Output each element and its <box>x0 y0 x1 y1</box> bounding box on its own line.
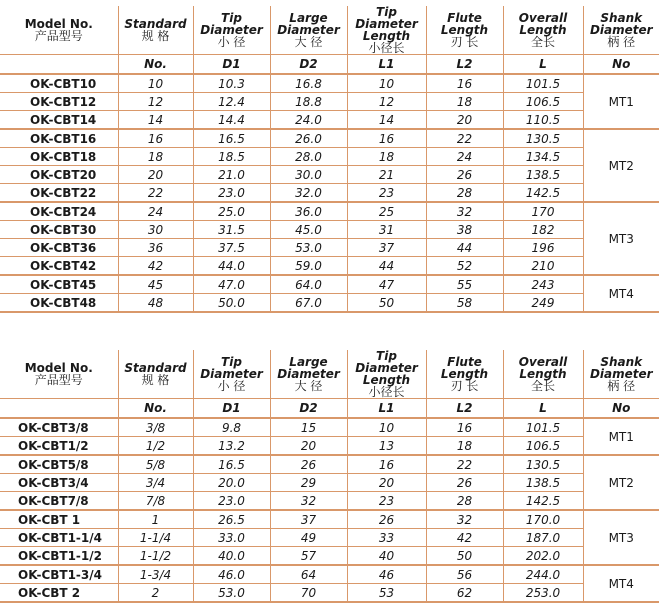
symbol-cell: No. <box>118 399 193 419</box>
value-cell: 48 <box>118 294 193 313</box>
value-cell: 29 <box>270 474 347 492</box>
value-cell: 26 <box>426 474 503 492</box>
table-row <box>0 74 659 93</box>
value-cell: 44.0 <box>193 257 270 276</box>
model-cell: OK-CBT20 <box>0 166 118 184</box>
header-zh: 产品型号 <box>34 29 83 43</box>
table-row <box>0 275 659 294</box>
value-cell: 49 <box>270 529 347 547</box>
header-zh: 全长 <box>530 35 555 49</box>
header-zh: 柄 径 <box>607 379 636 393</box>
header-en: Overall Length <box>518 355 568 381</box>
value-cell: 12 <box>347 93 426 111</box>
value-cell: 26 <box>347 510 426 529</box>
symbol-cell: L1 <box>347 55 426 75</box>
value-cell: 26.0 <box>270 129 347 148</box>
value-cell: 142.5 <box>503 492 583 511</box>
symbol-cell <box>0 55 118 75</box>
symbol-cell: No <box>583 55 659 75</box>
header-zh: 规 格 <box>141 29 170 43</box>
symbol-cell: D2 <box>270 55 347 75</box>
value-cell: 18 <box>347 148 426 166</box>
column-header <box>583 350 659 399</box>
value-cell: 36 <box>118 239 193 257</box>
shank-group-cell: MT1 <box>583 74 659 129</box>
table-row <box>0 129 659 148</box>
value-cell: 24.0 <box>270 111 347 130</box>
model-cell: OK-CBT14 <box>0 111 118 130</box>
value-cell: 58 <box>426 294 503 313</box>
model-cell: OK-CBT18 <box>0 148 118 166</box>
value-cell: 37 <box>347 239 426 257</box>
header-en: Shank Diameter <box>589 11 653 37</box>
value-cell: 62 <box>426 584 503 603</box>
value-cell: 47 <box>347 275 426 294</box>
model-cell: OK-CBT 1 <box>0 510 118 529</box>
value-cell: 46.0 <box>193 565 270 584</box>
value-cell: 10.3 <box>193 74 270 93</box>
header-zh: 刃 长 <box>450 379 479 393</box>
value-cell: 50.0 <box>193 294 270 313</box>
value-cell: 170.0 <box>503 510 583 529</box>
value-cell: 20.0 <box>193 474 270 492</box>
value-cell: 24 <box>426 148 503 166</box>
value-cell: 32.0 <box>270 184 347 203</box>
value-cell: 18.8 <box>270 93 347 111</box>
column-header <box>583 6 659 55</box>
column-header <box>0 350 118 399</box>
table-row <box>0 510 659 529</box>
shank-group-cell: MT4 <box>583 565 659 602</box>
value-cell: 20 <box>118 166 193 184</box>
table-row <box>0 111 659 130</box>
shank-group-cell: MT2 <box>583 129 659 202</box>
value-cell: 10 <box>347 418 426 437</box>
value-cell: 64.0 <box>270 275 347 294</box>
value-cell: 33 <box>347 529 426 547</box>
value-cell: 10 <box>347 74 426 93</box>
value-cell: 13 <box>347 437 426 456</box>
value-cell: 50 <box>347 294 426 313</box>
value-cell: 22 <box>426 455 503 474</box>
value-cell: 55 <box>426 275 503 294</box>
value-cell: 20 <box>347 474 426 492</box>
column-header <box>347 6 426 55</box>
table-row <box>0 93 659 111</box>
value-cell: 38 <box>426 221 503 239</box>
value-cell: 21 <box>347 166 426 184</box>
value-cell: 23 <box>347 184 426 203</box>
table-row <box>0 202 659 221</box>
value-cell: 14 <box>118 111 193 130</box>
value-cell: 30 <box>118 221 193 239</box>
value-cell: 16 <box>347 455 426 474</box>
value-cell: 67.0 <box>270 294 347 313</box>
value-cell: 25.0 <box>193 202 270 221</box>
table-row <box>0 565 659 584</box>
symbol-cell: No. <box>118 55 193 75</box>
header-en: Large Diameter <box>277 355 340 381</box>
value-cell: 23.0 <box>193 492 270 511</box>
value-cell: 52 <box>426 257 503 276</box>
value-cell: 12.4 <box>193 93 270 111</box>
value-cell: 1-1/2 <box>118 547 193 566</box>
value-cell: 243 <box>503 275 583 294</box>
table-row <box>0 529 659 547</box>
model-cell: OK-CBT1-3/4 <box>0 565 118 584</box>
column-header <box>0 6 118 55</box>
column-header <box>270 350 347 399</box>
value-cell: 106.5 <box>503 437 583 456</box>
header-en: Standard <box>124 361 187 375</box>
table-row <box>0 437 659 456</box>
value-cell: 28 <box>426 184 503 203</box>
symbol-cell: L <box>503 55 583 75</box>
value-cell: 253.0 <box>503 584 583 603</box>
value-cell: 26.5 <box>193 510 270 529</box>
value-cell: 20 <box>270 437 347 456</box>
value-cell: 18 <box>118 148 193 166</box>
model-cell: OK-CBT3/8 <box>0 418 118 437</box>
value-cell: 210 <box>503 257 583 276</box>
symbol-cell: L <box>503 399 583 419</box>
value-cell: 10 <box>118 74 193 93</box>
value-cell: 42 <box>118 257 193 276</box>
table-row <box>0 239 659 257</box>
value-cell: 2 <box>118 584 193 603</box>
header-en: Flute Length <box>440 11 489 37</box>
value-cell: 14.4 <box>193 111 270 130</box>
model-cell: OK-CBT22 <box>0 184 118 203</box>
symbol-cell: D1 <box>193 55 270 75</box>
table-row <box>0 166 659 184</box>
shank-group-cell: MT3 <box>583 202 659 275</box>
column-header <box>193 350 270 399</box>
value-cell: 70 <box>270 584 347 603</box>
table-row <box>0 148 659 166</box>
value-cell: 9.8 <box>193 418 270 437</box>
model-cell: OK-CBT24 <box>0 202 118 221</box>
value-cell: 16 <box>426 74 503 93</box>
header-zh: 小 径 <box>217 35 246 49</box>
value-cell: 40.0 <box>193 547 270 566</box>
column-header <box>503 350 583 399</box>
header-en: Shank Diameter <box>589 355 653 381</box>
table-row <box>0 184 659 203</box>
value-cell: 53.0 <box>270 239 347 257</box>
value-cell: 16 <box>347 129 426 148</box>
header-zh: 小径长 <box>368 385 405 399</box>
value-cell: 64 <box>270 565 347 584</box>
value-cell: 130.5 <box>503 129 583 148</box>
shank-group-cell: MT2 <box>583 455 659 510</box>
value-cell: 26 <box>270 455 347 474</box>
model-cell: OK-CBT10 <box>0 74 118 93</box>
value-cell: 47.0 <box>193 275 270 294</box>
value-cell: 130.5 <box>503 455 583 474</box>
header-en: Standard <box>124 17 187 31</box>
column-header <box>426 6 503 55</box>
value-cell: 22 <box>118 184 193 203</box>
model-cell: OK-CBT42 <box>0 257 118 276</box>
symbol-cell: L1 <box>347 399 426 419</box>
spec-table-metric <box>0 6 659 313</box>
symbol-row <box>0 55 659 75</box>
model-cell: OK-CBT3/4 <box>0 474 118 492</box>
table-row <box>0 221 659 239</box>
value-cell: 142.5 <box>503 184 583 203</box>
value-cell: 110.5 <box>503 111 583 130</box>
value-cell: 106.5 <box>503 93 583 111</box>
column-header <box>118 350 193 399</box>
header-row <box>0 350 659 399</box>
model-cell: OK-CBT5/8 <box>0 455 118 474</box>
value-cell: 25 <box>347 202 426 221</box>
table-row <box>0 492 659 511</box>
model-cell: OK-CBT1-1/2 <box>0 547 118 566</box>
model-cell: OK-CBT16 <box>0 129 118 148</box>
value-cell: 28 <box>426 492 503 511</box>
value-cell: 20 <box>426 111 503 130</box>
header-zh: 刃 长 <box>450 35 479 49</box>
symbol-cell: D2 <box>270 399 347 419</box>
value-cell: 16 <box>118 129 193 148</box>
value-cell: 32 <box>426 510 503 529</box>
header-en: Overall Length <box>518 11 568 37</box>
value-cell: 18.5 <box>193 148 270 166</box>
column-header <box>270 6 347 55</box>
value-cell: 138.5 <box>503 166 583 184</box>
column-header <box>347 350 426 399</box>
header-zh: 小 径 <box>217 379 246 393</box>
value-cell: 37.5 <box>193 239 270 257</box>
value-cell: 5/8 <box>118 455 193 474</box>
model-cell: OK-CBT45 <box>0 275 118 294</box>
shank-group-cell: MT1 <box>583 418 659 455</box>
value-cell: 16.5 <box>193 455 270 474</box>
header-en: Model No. <box>24 361 93 375</box>
value-cell: 23.0 <box>193 184 270 203</box>
value-cell: 57 <box>270 547 347 566</box>
symbol-cell: No <box>583 399 659 419</box>
table-row <box>0 547 659 566</box>
model-cell: OK-CBT1/2 <box>0 437 118 456</box>
value-cell: 33.0 <box>193 529 270 547</box>
value-cell: 202.0 <box>503 547 583 566</box>
value-cell: 44 <box>426 239 503 257</box>
header-zh: 大 径 <box>294 379 323 393</box>
shank-group-cell: MT3 <box>583 510 659 565</box>
value-cell: 26 <box>426 166 503 184</box>
symbol-row <box>0 399 659 419</box>
header-en: Large Diameter <box>277 11 340 37</box>
header-en: Flute Length <box>440 355 489 381</box>
value-cell: 249 <box>503 294 583 313</box>
value-cell: 244.0 <box>503 565 583 584</box>
value-cell: 18 <box>426 437 503 456</box>
symbol-cell <box>0 399 118 419</box>
model-cell: OK-CBT48 <box>0 294 118 313</box>
value-cell: 59.0 <box>270 257 347 276</box>
table-row <box>0 584 659 603</box>
model-cell: OK-CBT12 <box>0 93 118 111</box>
column-header <box>193 6 270 55</box>
value-cell: 37 <box>270 510 347 529</box>
model-cell: OK-CBT7/8 <box>0 492 118 511</box>
header-zh: 规 格 <box>141 373 170 387</box>
value-cell: 101.5 <box>503 418 583 437</box>
value-cell: 3/8 <box>118 418 193 437</box>
table-row <box>0 474 659 492</box>
value-cell: 18 <box>426 93 503 111</box>
value-cell: 45 <box>118 275 193 294</box>
header-en: Tip Diameter Length <box>355 349 418 387</box>
value-cell: 170 <box>503 202 583 221</box>
value-cell: 45.0 <box>270 221 347 239</box>
value-cell: 44 <box>347 257 426 276</box>
symbol-cell: L2 <box>426 399 503 419</box>
value-cell: 14 <box>347 111 426 130</box>
value-cell: 23 <box>347 492 426 511</box>
value-cell: 13.2 <box>193 437 270 456</box>
symbol-cell: D1 <box>193 399 270 419</box>
header-row <box>0 6 659 55</box>
value-cell: 15 <box>270 418 347 437</box>
value-cell: 30.0 <box>270 166 347 184</box>
header-en: Tip Diameter <box>200 355 263 381</box>
value-cell: 12 <box>118 93 193 111</box>
model-cell: OK-CBT30 <box>0 221 118 239</box>
value-cell: 21.0 <box>193 166 270 184</box>
header-zh: 产品型号 <box>34 373 83 387</box>
model-cell: OK-CBT36 <box>0 239 118 257</box>
header-en: Model No. <box>24 17 93 31</box>
value-cell: 16.8 <box>270 74 347 93</box>
value-cell: 53.0 <box>193 584 270 603</box>
header-zh: 小径长 <box>368 41 405 55</box>
value-cell: 40 <box>347 547 426 566</box>
value-cell: 56 <box>426 565 503 584</box>
value-cell: 28.0 <box>270 148 347 166</box>
table-row <box>0 257 659 276</box>
value-cell: 101.5 <box>503 74 583 93</box>
value-cell: 16 <box>426 418 503 437</box>
table-row <box>0 418 659 437</box>
value-cell: 53 <box>347 584 426 603</box>
value-cell: 46 <box>347 565 426 584</box>
shank-group-cell: MT4 <box>583 275 659 312</box>
value-cell: 134.5 <box>503 148 583 166</box>
model-cell: OK-CBT1-1/4 <box>0 529 118 547</box>
header-en: Tip Diameter Length <box>355 5 418 43</box>
value-cell: 1 <box>118 510 193 529</box>
value-cell: 31.5 <box>193 221 270 239</box>
value-cell: 182 <box>503 221 583 239</box>
value-cell: 42 <box>426 529 503 547</box>
value-cell: 187.0 <box>503 529 583 547</box>
header-zh: 全长 <box>530 379 555 393</box>
value-cell: 24 <box>118 202 193 221</box>
value-cell: 3/4 <box>118 474 193 492</box>
spec-table-imperial <box>0 350 659 603</box>
value-cell: 36.0 <box>270 202 347 221</box>
value-cell: 32 <box>270 492 347 511</box>
value-cell: 50 <box>426 547 503 566</box>
header-en: Tip Diameter <box>200 11 263 37</box>
symbol-cell: L2 <box>426 55 503 75</box>
value-cell: 22 <box>426 129 503 148</box>
model-cell: OK-CBT 2 <box>0 584 118 603</box>
column-header <box>118 6 193 55</box>
header-zh: 柄 径 <box>607 35 636 49</box>
value-cell: 31 <box>347 221 426 239</box>
value-cell: 7/8 <box>118 492 193 511</box>
column-header <box>426 350 503 399</box>
table-row <box>0 455 659 474</box>
value-cell: 1-3/4 <box>118 565 193 584</box>
table-row <box>0 294 659 313</box>
value-cell: 1/2 <box>118 437 193 456</box>
value-cell: 138.5 <box>503 474 583 492</box>
value-cell: 196 <box>503 239 583 257</box>
value-cell: 1-1/4 <box>118 529 193 547</box>
column-header <box>503 6 583 55</box>
value-cell: 16.5 <box>193 129 270 148</box>
value-cell: 32 <box>426 202 503 221</box>
header-zh: 大 径 <box>294 35 323 49</box>
